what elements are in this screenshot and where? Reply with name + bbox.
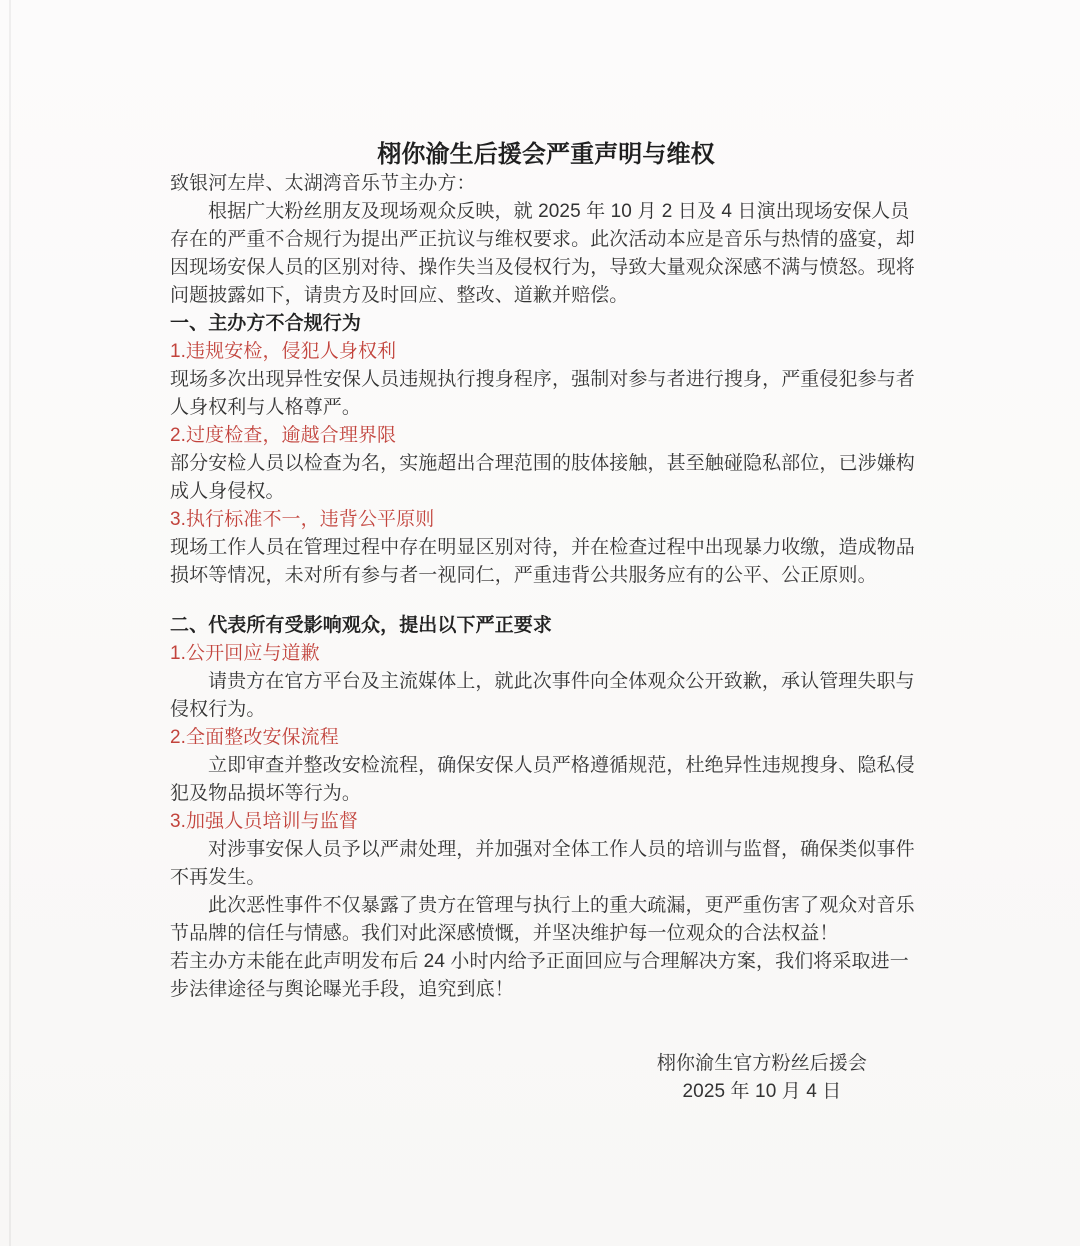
page-edge-line [9,0,11,1246]
signature-organization: 栩你渝生官方粉丝后援会 [656,1053,867,1074]
document-title: 栩你渝生后援会严重声明与维权 [377,141,715,168]
signature-date: 2025 年 10 月 4 日 [682,1081,842,1102]
section2-heading: 二、代表所有受影响观众，提出以下严正要求 [170,615,553,636]
closing-paragraph-2: 若主办方未能在此声明发布后 24 小时内给予正面回应与合理解决方案，我们将采取进一步法律途径与舆论曝光手段，追究到底！ [170,951,909,1000]
section1-item2-subheading: 2.过度检查，逾越合理界限 [170,425,397,446]
closing-paragraph-1: 此次恶性事件不仅暴露了贵方在管理与执行上的重大疏漏，更严重伤害了观众对音乐节品牌的信任与情感。我们对此深感愤慨，并坚决维护每一位观众的合法权益！ [170,895,915,944]
section2-item3-subheading: 3.加强人员培训与监督 [170,811,358,832]
section1-item3-body: 现场工作人员在管理过程中存在明显区别对待，并在检查过程中出现暴力收缴，造成物品损坏等情况，未对所有参与者一视同仁，严重违背公共服务应有的公平、公正原则。 [170,537,915,586]
section2-item2-body: 立即审查并整改安检流程，确保安保人员严格遵循规范，杜绝异性违规搜身、隐私侵犯及物品损坏等行为。 [170,755,915,804]
section2-item2-subheading: 2.全面整改安保流程 [170,727,339,748]
intro-paragraph: 根据广大粉丝朋友及现场观众反映，就 2025 年 10 月 2 日及 4 日演出现场安保人员存在的严重不合规行为提出严正抗议与维权要求。此次活动本应是音乐与热情的盛宴，却因现场安保人员的区别对待、操作失当及侵权行为，导致大量观众深感不满与愤怒。现将问题披露如下，请贵方及时回应、整改、道歉并赔偿。 [170,201,915,306]
section2-item1-subheading: 1.公开回应与道歉 [170,643,320,664]
document-content [170,140,922,1106]
signature-block [657,1050,867,1106]
section1-heading: 一、主办方不合规行为 [170,313,362,334]
section2-item3-body: 对涉事安保人员予以严肃处理，并加强对全体工作人员的培训与监督，确保类似事件不再发生。 [170,839,915,888]
section1-item1-body: 现场多次出现异性安保人员违规执行搜身程序，强制对参与者进行搜身，严重侵犯参与者人身权利与人格尊严。 [170,369,915,418]
salutation: 致银河左岸、太湖湾音乐节主办方： [170,173,476,194]
section1-item1-subheading: 1.违规安检，侵犯人身权利 [170,341,397,362]
section1-item2-body: 部分安检人员以检查为名，实施超出合理范围的肢体接触，甚至触碰隐私部位，已涉嫌构成人身侵权。 [170,453,915,502]
section1-item3-subheading: 3.执行标准不一，违背公平原则 [170,509,435,530]
section2-item1-body: 请贵方在官方平台及主流媒体上，就此次事件向全体观众公开致歉，承认管理失职与侵权行为。 [170,671,915,720]
